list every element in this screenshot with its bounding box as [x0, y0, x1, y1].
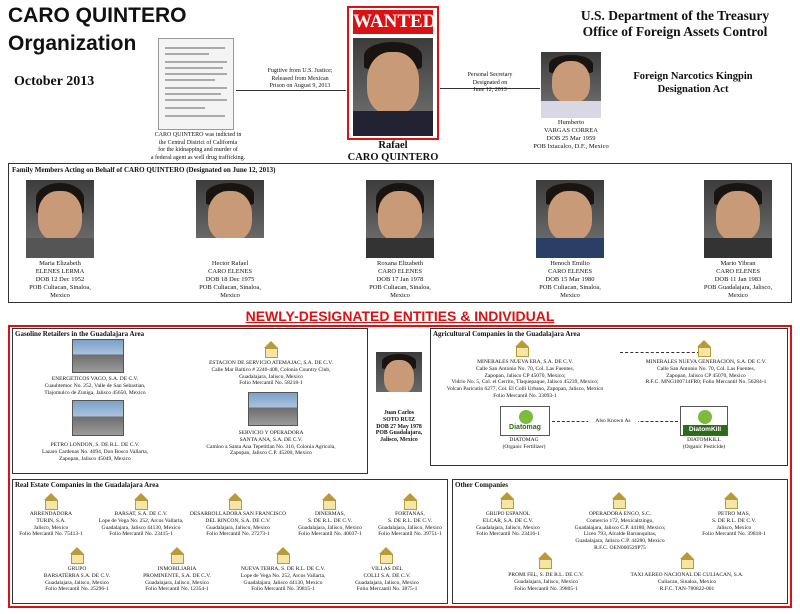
other-entity — [496, 572, 596, 592]
family-section-title: Family Members Acting on Behalf of CARO QUINTERO (Designated on June 12, 2013) — [12, 166, 276, 174]
fugitive-note-line: Released from Mexican — [271, 75, 329, 82]
entity-line: Folio Mercantil No. 33093-1 — [493, 392, 557, 399]
caption-line: CARO ELENES — [208, 268, 252, 275]
juan-carlos-photo — [376, 352, 422, 406]
caption-line: Mexico — [390, 292, 410, 299]
caption-line: DOB 11 Jan 1983 — [714, 276, 762, 283]
entity-line: Folio Mercantil No. 75413-1 — [19, 531, 83, 538]
entity-line: Folio Mercantil No. 39805-1 — [514, 585, 578, 592]
entity-line: SERVICIO Y OPERADORA — [238, 430, 304, 436]
caption-line: Mexico — [728, 292, 748, 299]
caption-line: DOB 17 Jan 1978 — [376, 276, 424, 283]
entity-line: Folio Mercantil No. 39751-1 — [378, 531, 442, 538]
secretary-note-line: Personal Secretary — [467, 72, 513, 78]
individual-line: Jalisco, Mexico — [380, 437, 418, 444]
entity-line: S. DE R.L. DE C.V. — [387, 517, 433, 524]
entity-line: Zapopan, Jalisco C.P. 45200, Mexico — [230, 450, 312, 457]
designation-act — [608, 70, 778, 96]
realestate-entity — [228, 566, 338, 593]
act-line-1: Foreign Narcotics Kingpin — [633, 71, 753, 82]
entity-line: DESARROLLADORA SAN FRANCISCO — [189, 511, 287, 517]
company-icon — [500, 492, 515, 509]
entity-line: Guadalajara, Jalisco, Mexico — [239, 373, 303, 380]
entity-line: Guadalajara, Jalisco, Mexico — [145, 579, 209, 586]
company-icon — [538, 552, 553, 569]
company-icon — [697, 340, 712, 357]
entity-link — [620, 352, 700, 353]
entity-line: INMOBILIARIA — [157, 566, 197, 572]
diatomkill-wordmark: DiatomKill — [683, 425, 727, 435]
family-member-photo — [26, 180, 94, 258]
entity-line: Cuauhtemoc No. 252, Valle de San Sebastian, — [44, 382, 146, 389]
agency-name — [560, 8, 790, 40]
entity-line: DEL RINCON, S.A. DE C.V. — [205, 517, 271, 524]
caption-line: Hector Rafael — [211, 260, 249, 267]
entity-line: Guadalajara, Jalisco, Mexico — [206, 524, 270, 531]
realestate-entity — [288, 511, 372, 538]
entity-line: Culiacan, Sinaloa, Mexico — [657, 578, 717, 585]
entity-line: MINERALES NUEVA GENERACION, S.A. DE C.V. — [645, 359, 767, 365]
entity-line: Zapopan, Jalisco 45049, Mexico — [59, 455, 131, 462]
entity-line: Camino a Santa Ana Tepetitlan No. 316, Colonia Agricola, — [206, 443, 336, 450]
entity-line: NUEVA TERRA, S. DE R.L. DE C.V. — [240, 566, 326, 572]
agency-line-2: Office of Foreign Assets Control — [582, 24, 768, 39]
entity-line: TAXI AEREO NACIONAL DE CULIACAN, S.A. — [630, 572, 744, 578]
entity-line: ARRENDADORA — [29, 511, 73, 517]
entity-line: ELCAR, S.A. DE C.V. — [482, 517, 534, 524]
caption-line: CARO ELENES — [548, 268, 592, 275]
company-icon — [170, 547, 185, 564]
company-icon — [70, 547, 85, 564]
entity-line: Lope de Vega No. 252, Arcos Vallarta, — [98, 517, 184, 524]
entity-line: Folio Mercantil No. 39815-1 — [251, 586, 315, 593]
entity-line: Guadalajara, Jalisco 44130, Mexico — [101, 524, 181, 531]
entity-line: Guadalajara, Jalisco C.P. 44180, Mexico; — [574, 524, 666, 531]
entity-line: Folio Mercantil No. 58218-1 — [239, 380, 303, 387]
realestate-entity — [8, 511, 94, 538]
entity-line: PETRO LONDON, S. DE R.L. DE C.V. — [50, 442, 140, 448]
caption-line: Mexico — [560, 292, 580, 299]
caption-line: Mexico — [50, 292, 70, 299]
gasoline-section-title: Gasoline Retailers in the Guadalajara Area — [15, 330, 145, 338]
caption-line: Maria Elizabeth — [39, 260, 81, 267]
company-icon — [44, 493, 59, 510]
caption-line: POB Culiacan, Sinaloa, — [199, 284, 261, 291]
company-icon — [379, 547, 394, 564]
entity-line: Guadalajara, Jalisco, Mexico — [378, 524, 442, 531]
company-icon — [322, 493, 337, 510]
entity-line: FORTANAS, — [395, 511, 425, 517]
indictment-caption-line: for the kidnapping and murder of — [158, 147, 238, 153]
chart-date: October 2013 — [14, 74, 95, 89]
entity-line: Guadalajara, Jalisco C.P. 44280, Mexico — [575, 538, 665, 545]
juan-carlos-caption — [368, 410, 430, 444]
caption-line: POB Culiacan, Sinaloa, — [369, 284, 431, 291]
gas-station-photo — [248, 392, 298, 426]
entity-line: S. DE R.L. DE C.V. — [307, 517, 353, 524]
entity-line: Guadalajara, Jalisco, Mexico — [514, 578, 578, 585]
company-icon — [276, 547, 291, 564]
family-member-caption — [515, 260, 625, 300]
individual-line: DOB 27 May 1978 — [376, 423, 422, 430]
entity-line: DINERMAS, — [314, 511, 346, 517]
gas-station-photo — [72, 400, 124, 436]
family-member-photo — [704, 180, 772, 258]
caption-line: Roxana Elizabeth — [376, 260, 424, 267]
entity-line: DIATOMKILL — [687, 437, 721, 443]
entity-line: Jalisco, Mexico — [716, 524, 752, 531]
entity-line: Folio Mercantil No. 23415-1 — [109, 531, 173, 538]
diatomag-wordmark: Diatomag — [509, 424, 541, 431]
realestate-entity — [130, 566, 224, 593]
family-member-photo — [536, 180, 604, 258]
diatomkill-logo — [680, 406, 728, 436]
diatomag-caption — [484, 437, 564, 451]
entity-line: Guadalajara, Jalisco, Mexico — [298, 524, 362, 531]
individual-line: SOTO RUIZ — [383, 416, 415, 423]
entity-line: Guadalajara, Jalisco 44130, Mexico — [243, 579, 323, 586]
entity-line: Vidrio No. 5, Col. el Cerrito, Tlaquepaque, Jalisco 45239, Mexico; — [451, 379, 599, 386]
entity-line: GRUPO — [67, 566, 87, 572]
indictment-caption-line: CARO QUINTERO was indicted in — [154, 132, 242, 138]
company-icon — [515, 340, 530, 357]
entity-line: Guadalajara, Jalisco, Mexico — [355, 579, 419, 586]
entity-line: Tlajomulco de Zuniga, Jalisco 45650, Mexico — [44, 389, 146, 396]
entity-line: Folio Mercantil No. 23416-1 — [476, 531, 540, 538]
entity-line: Jalisco, Mexico — [33, 524, 69, 531]
family-member-caption — [5, 260, 115, 300]
family-member-photo — [196, 180, 264, 258]
secretary-note — [444, 72, 536, 95]
humberto-line: Humberto — [557, 119, 585, 126]
caption-line: Mexico — [220, 292, 240, 299]
humberto-line: DOB 25 Mar 1959 — [546, 135, 596, 142]
realestate-entity — [342, 566, 432, 593]
family-member-photo — [366, 180, 434, 258]
caption-line: POB Culiacan, Sinaloa, — [29, 284, 91, 291]
company-icon — [724, 492, 739, 509]
indictment-caption — [148, 132, 248, 162]
caption-line: CARO ELENES — [716, 268, 760, 275]
other-entity — [620, 572, 754, 592]
humberto-photo — [541, 52, 601, 118]
entity-line: R.F.C. MNG100714FR0; Folio Mercantil No. 56284-1 — [645, 379, 767, 386]
fugitive-note-line: Prison on August 9, 2013 — [269, 83, 331, 89]
entity-line: Comercio 172, Mexicaltzingo, — [586, 517, 654, 524]
entity-line: Calle Mar Baltico # 2240-408, Colonia Country Club, — [211, 366, 331, 373]
family-member-caption — [345, 260, 455, 300]
other-section-title: Other Companies — [455, 481, 508, 489]
secretary-note-line: Designated on — [472, 79, 508, 86]
entity-line: Calle San Antonio No. 70, Col. Las Fuentes, — [476, 365, 574, 372]
entity-line: MINERALES NUEVA ERA, S.A. DE C.V. — [477, 359, 573, 365]
humberto-caption — [515, 119, 627, 151]
entity-line: PROMINENTE, S.A. DE C.V. — [143, 572, 211, 579]
caption-line: POB Culiacan, Sinaloa, — [539, 284, 601, 291]
org-title: CARO QUINTERO — [8, 4, 187, 27]
caption-line: CARO ELENES — [378, 268, 422, 275]
entity-line: Folio Mercantil No. 12354-1 — [145, 586, 209, 593]
rafael-first-name: Rafael — [378, 140, 408, 151]
entity-line: BARSATERRA S.A. DE C.V. — [43, 572, 111, 579]
caption-line: POB Guadalajara, Jalisco, — [703, 284, 773, 291]
caption-line: Henoch Emilio — [550, 260, 590, 267]
fugitive-note — [250, 68, 350, 91]
fugitive-note-line: Fugitive from U.S. Justice; — [267, 68, 333, 74]
rafael-last-name: CARO QUINTERO — [347, 152, 439, 163]
entity-line: Zapopan, Jalisco CP 45070, Mexico — [666, 372, 746, 379]
other-entity — [562, 511, 678, 552]
entity-line: GRUPO ESPANOL — [485, 511, 531, 517]
entity-line: VILLAS DEL — [371, 566, 403, 572]
realestate-entity — [188, 511, 288, 538]
agricultural-section-title: Agricultural Companies in the Guadalajara Area — [433, 330, 581, 338]
diatomag-logo — [500, 406, 550, 436]
entity-line: PROMI FEL, S. DE R.L. DE C.V. — [508, 572, 584, 578]
secretary-note-line: June 12, 2013 — [473, 87, 507, 93]
entity-line: SANTA ANA, S.A. DE C.V. — [239, 436, 303, 443]
aka-label: Also Known As — [588, 418, 638, 425]
gasoline-entity — [196, 430, 346, 457]
entity-line: R.F.C. OEN060529P75 — [594, 544, 646, 551]
entity-line: (Organic Fertilizer) — [502, 443, 546, 450]
individual-line: Juan Carlos — [383, 410, 415, 416]
company-icon — [228, 493, 243, 510]
caption-line: DOB 12 Dec 1952 — [35, 276, 85, 283]
indictment-caption-line: a federal agent as well drug trafficking. — [150, 154, 246, 161]
entity-line: COLLI S.A. DE C.V. — [363, 572, 411, 579]
agricultural-entity — [628, 359, 784, 386]
entity-line: ENERGETICOS VAGO, S.A. DE C.V. — [51, 376, 139, 382]
entity-line: Folio Mercantil No. 25296-1 — [45, 586, 109, 593]
indictment-caption-line: the Central District of California — [158, 139, 238, 146]
humberto-line: POB Ixtacalco, D.F., Mexico — [533, 143, 609, 150]
caption-line: ELENES LERMA — [35, 268, 85, 275]
entity-line: TURIN, S.A. — [36, 517, 66, 524]
other-entity — [462, 511, 554, 538]
entity-line: (Organic Pesticide) — [682, 443, 726, 450]
new-entities-title: NEWLY-DESIGNATED ENTITIES & INDIVIDUAL — [245, 308, 555, 324]
entity-line: Lope de Vega No. 252, Arcos Vallarta, — [240, 572, 326, 579]
entity-line: Guadalajara, Jalisco, Mexico — [45, 579, 109, 586]
humberto-line: VARGAS CORREA — [544, 127, 598, 134]
diatomkill-caption — [664, 437, 744, 451]
entity-line: Folio Mercantil No. 40037-1 — [298, 531, 362, 538]
entity-line: Volcan Paricutin 6277, Col. El Colli Urbano, Zapopan, Jalisco, Mexico — [446, 386, 604, 393]
entity-line: R.F.C. TAN-780822-001 — [659, 585, 715, 592]
entity-line: Guadalajara, Jalisco, Mexico — [476, 524, 540, 531]
wanted-poster — [347, 6, 439, 140]
realestate-entity — [370, 511, 450, 538]
company-icon — [264, 341, 279, 358]
rafael-name — [338, 140, 448, 164]
entity-line: Calle San Antonio No. 70, Col. Las Fuentes, — [657, 365, 755, 372]
realestate-entity — [30, 566, 124, 593]
entity-line: Folio Mercantil No. 39818-1 — [702, 531, 766, 538]
indictment-document-image — [158, 38, 234, 130]
wanted-banner: WANTED — [353, 11, 437, 32]
gasoline-entity — [20, 376, 170, 396]
gasoline-entity — [196, 360, 346, 387]
realestate-section-title: Real Estate Companies in the Guadalajara Area — [15, 481, 159, 489]
entity-line: BARSAT, S.A. DE C.V. — [114, 511, 168, 517]
company-icon — [612, 492, 627, 509]
family-member-caption — [683, 260, 793, 300]
company-icon — [403, 493, 418, 510]
entity-line: Folio Mercantil No. 3875-1 — [356, 586, 418, 593]
gas-station-photo — [72, 339, 124, 373]
entity-line: DIATOMAG — [509, 437, 539, 443]
caption-line: DOB 18 Dec 1975 — [205, 276, 255, 283]
act-line-2: Designation Act — [657, 84, 729, 95]
org-subtitle: Organization — [8, 32, 137, 55]
gasoline-entity — [20, 442, 170, 462]
entity-line: ESTACION DE SERVICIO ATEMAJAC, S.A. DE C.V. — [209, 360, 333, 366]
entity-line: Folio Mercantil No. 27273-1 — [206, 531, 270, 538]
caption-line: Mario Yibran — [720, 260, 756, 267]
company-icon — [680, 552, 695, 569]
rafael-photo — [353, 38, 433, 136]
agency-line-1: U.S. Department of the Treasury — [580, 8, 770, 23]
entity-line: Lazaro Cardenas No. 4094, Don Bosco Vallarta, — [41, 448, 149, 455]
agricultural-entity — [432, 359, 618, 400]
other-entity — [692, 511, 776, 538]
individual-line: POB Guadalajara, — [375, 430, 423, 437]
entity-line: PETRO MAS, — [717, 511, 751, 517]
caption-line: DOB 15 Mar 1980 — [545, 276, 595, 283]
entity-line: Liceo 793, Alcalde Barranquitas, — [583, 531, 657, 538]
family-member-caption — [175, 260, 285, 300]
entity-line: OPERADORA ENGO, S.C. — [588, 511, 652, 517]
entity-line: Zapopan, Jalisco CP 45070, Mexico; — [484, 372, 566, 379]
realestate-entity — [88, 511, 194, 538]
company-icon — [134, 493, 149, 510]
entity-line: S. DE R.L. DE C.V. — [711, 517, 757, 524]
